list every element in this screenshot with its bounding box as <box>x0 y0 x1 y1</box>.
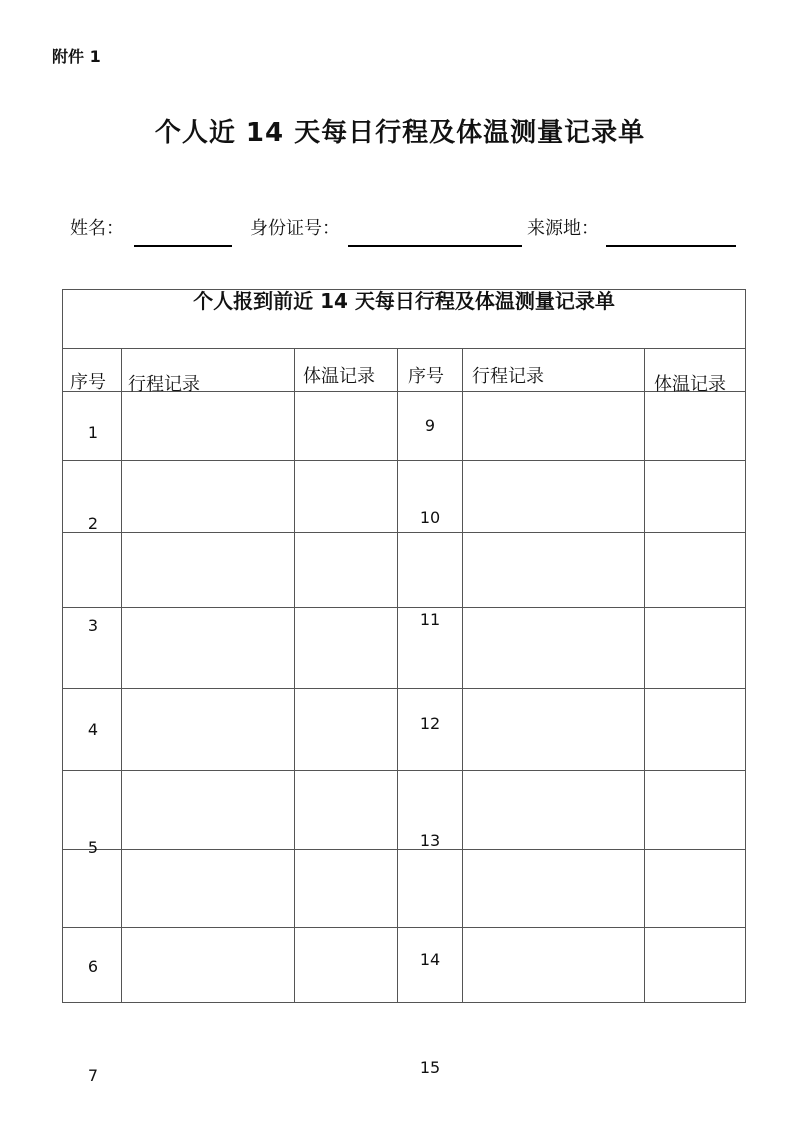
seq-number: 7 <box>87 1066 99 1085</box>
seq-number: 15 <box>419 1058 441 1077</box>
seq-number: 3 <box>87 616 99 635</box>
table-border-left <box>62 289 63 1002</box>
seq-number: 12 <box>419 714 441 733</box>
column-divider <box>121 348 122 1002</box>
seq-number: 14 <box>419 950 441 969</box>
seq-number: 2 <box>87 514 99 533</box>
header-seq-right: 序号 <box>408 366 444 387</box>
header-trip-left: 行程记录 <box>128 374 200 395</box>
seq-number: 11 <box>419 610 441 629</box>
column-divider <box>462 348 463 1002</box>
seq-number: 1 <box>87 423 99 442</box>
name-label: 姓名： <box>70 218 124 239</box>
attachment-label: 附件 1 <box>52 47 101 66</box>
table-border-bottom <box>62 1002 746 1003</box>
seq-number: 9 <box>424 416 436 435</box>
column-divider <box>397 348 398 1002</box>
header-temp-left: 体温记录 <box>303 366 375 387</box>
id-number-label: 身份证号： <box>250 218 340 239</box>
header-temp-right: 体温记录 <box>654 374 726 395</box>
header-seq-left: 序号 <box>70 372 106 393</box>
table-title: 个人报到前近 14 天每日行程及体温测量记录单 <box>193 289 615 313</box>
seq-number: 13 <box>419 831 441 850</box>
seq-number: 10 <box>419 508 441 527</box>
seq-number: 6 <box>87 957 99 976</box>
header-trip-right: 行程记录 <box>472 366 544 387</box>
column-divider <box>644 348 645 1002</box>
origin-label: 来源地： <box>527 218 599 239</box>
seq-number: 4 <box>87 720 99 739</box>
seq-number: 5 <box>87 838 99 857</box>
table-border-right <box>745 289 746 1002</box>
page-title: 个人近 14 天每日行程及体温测量记录单 <box>154 118 646 148</box>
column-divider <box>294 348 295 1002</box>
